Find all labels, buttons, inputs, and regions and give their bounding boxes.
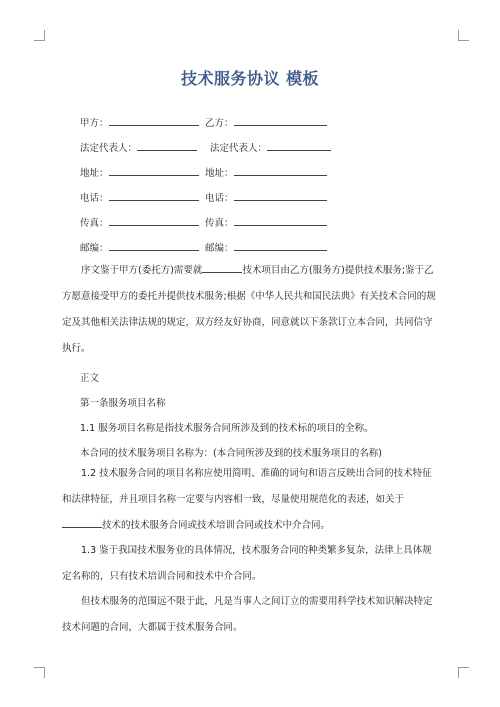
clause-1-2-text-1: 1.2 技术服务合同的项目名称应使用简明、准确的词句和语言反映出合同的技术特征和法律特征，并且项目名称一定要与内容相一致，尽量使用规范化的表述，如关于: [62, 468, 432, 505]
party-a-label: 甲方：: [80, 118, 109, 129]
party-b-label: 乙方：: [205, 118, 234, 129]
clause-1-2: [62, 461, 438, 539]
phone-b-label: 电话：: [205, 193, 234, 204]
clause-project-name: 本合同的技术服务项目名称为：(本合同所涉及到的技术服务项目的名称): [80, 448, 382, 459]
postcode-a-field: [80, 240, 199, 254]
page-corner-mark: [458, 30, 469, 41]
phone-a-field: [80, 190, 199, 204]
phone-b-field: [205, 190, 327, 204]
phone-a-label: 电话：: [80, 193, 109, 204]
party-a-field: [80, 115, 199, 129]
address-a-blank[interactable]: [109, 166, 199, 176]
address-b-blank[interactable]: [234, 166, 327, 176]
legal-rep-b-blank[interactable]: [267, 141, 331, 151]
postcode-a-label: 邮编：: [80, 243, 109, 254]
postcode-b-label: 邮编：: [205, 243, 234, 254]
legal-rep-a-blank[interactable]: [137, 141, 197, 151]
address-b-label: 地址：: [205, 168, 234, 179]
technology-blank[interactable]: [62, 518, 102, 528]
page-corner-mark: [34, 667, 45, 678]
clause-1-3: 1.3 鉴于我国技术服务业的具体情况，技术服务合同的种类繁多复杂，法律上具体规定名称的，只有技术培训合同和技术中介合同。: [62, 545, 432, 582]
document-title: 技术服务协议 模板: [180, 69, 320, 88]
phone-b-blank[interactable]: [234, 191, 327, 201]
fax-b-blank[interactable]: [234, 216, 327, 226]
postcode-a-blank[interactable]: [109, 241, 199, 251]
preamble-text-1: 序文鉴于甲方(委托方)需要就: [81, 265, 203, 276]
address-b-field: [205, 165, 327, 179]
page-corner-mark: [34, 30, 45, 41]
address-a-field: [80, 165, 199, 179]
legal-rep-b-field: [210, 140, 331, 154]
clause-1-2-text-2: 技术的技术服务合同或技术培训合同或技术中介合同。: [102, 520, 331, 531]
preamble-text-2: 技术项目由乙方(服务方)提供技术服务;鉴于乙方愿意接受甲方的委托并提供技术服务;根据《中华人民共和国民法典》有关技术合同的规定及其他相关法律法规的规定，双方经友好协商，同意就以下条款订立本合同，共同信守执行。: [62, 265, 436, 354]
fax-b-field: [205, 215, 327, 229]
legal-rep-a-label: 法定代表人：: [80, 143, 138, 154]
fax-a-label: 传真：: [80, 218, 109, 229]
phone-a-blank[interactable]: [109, 191, 199, 201]
address-a-label: 地址：: [80, 168, 109, 179]
fax-a-field: [80, 215, 199, 229]
legal-rep-a-field: [80, 140, 197, 154]
fax-a-blank[interactable]: [109, 216, 199, 226]
postcode-b-field: [205, 240, 327, 254]
postcode-b-blank[interactable]: [234, 241, 327, 251]
party-b-field: [205, 115, 327, 129]
party-a-blank[interactable]: [109, 116, 199, 126]
legal-rep-b-label: 法定代表人：: [210, 143, 268, 154]
party-b-blank[interactable]: [234, 116, 327, 126]
body-heading: 正文: [80, 373, 100, 384]
preamble-paragraph: [62, 258, 438, 362]
article-1-heading: 第一条服务项目名称: [80, 398, 166, 409]
project-name-blank[interactable]: [202, 263, 242, 273]
clause-1-1: 1.1 服务项目名称是指技术服务合同所涉及到的技术标的项目的全称。: [80, 423, 374, 434]
fax-b-label: 传真：: [205, 218, 234, 229]
page-corner-mark: [458, 667, 469, 678]
clause-final: 但技术服务的范围远不限于此，凡是当事人之间订立的需要用科学技术知识解决特定技术问题的合同，大都属于技术服务合同。: [62, 596, 433, 633]
